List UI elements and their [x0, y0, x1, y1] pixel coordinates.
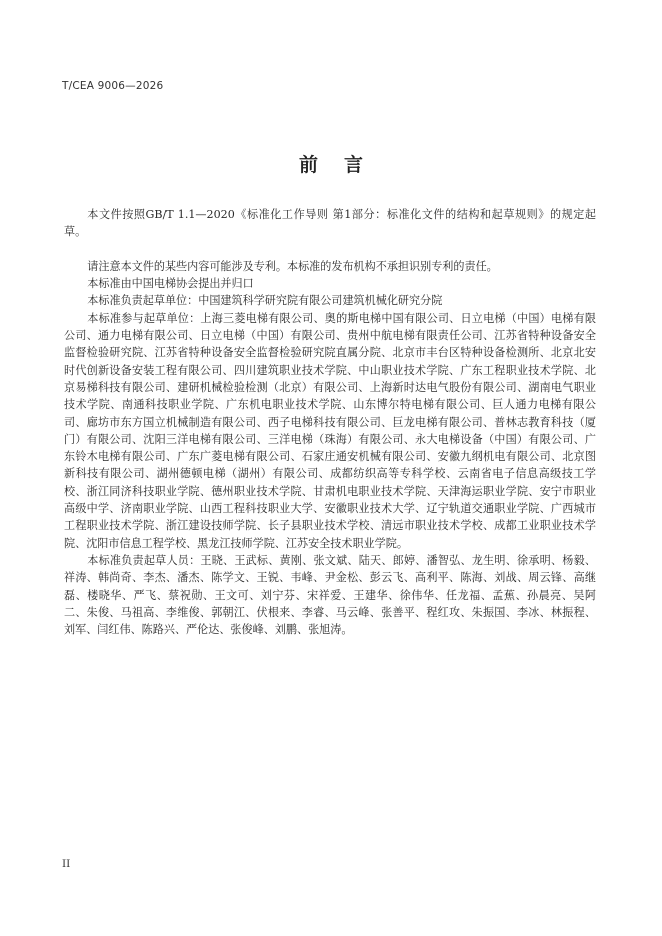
page-title: 前言	[298, 154, 389, 176]
paragraph-proposer: 本标准由中国电梯协会提出并归口	[87, 277, 254, 291]
paragraph-drafters: 本标准负责起草人员：王晓、王武标、黄刚、张文斌、陆天、郎婷、潘智弘、龙生明、徐承明、杨毅、祥涛、韩尚奇、李杰、潘杰、陈学文、王锐、韦峰、尹金松、彭云飞、高利平、陈海、刘战、周云锋、高继磊、楼晓华、严飞、蔡祝勋、王文可、刘宁芬、宋祥爱、王建华、徐伟华、任龙福、孟蕉、孙晨亮、吴阿二、朱俊、马祖高、李维俊、郭朝江、伏根来、李睿、马云峰、张善平、程红攻、朱振国、李冰、林振程、刘军、闫红伟、陈路兴、严伦达、张俊峰、刘鹏、张旭涛。	[64, 553, 596, 637]
paragraph-participating-units: 本标准参与起草单位：上海三菱电梯有限公司、奥的斯电梯中国有限公司、日立电梯（中国）电梯有限公司、通力电梯有限公司、日立电梯（中国）有限公司、贵州中航电梯有限责任公司、江苏省特种设备安全监督检验研究院、江苏省特种设备安全监督检验研究院直属分院、北京市丰台区特种设备检测所、北京北安时代创新设备安装工程有限公司、四川建筑职业技术学院、中山职业技术学院、广东工程职业技术学院、北京易梯科技有限公司、建研机械检验检测（北京）有限公司、上海新时达电气股份有限公司、湖南电气职业技术学院、南通科技职业学院、广东机电职业技术学院、山东博尔特电梯有限公司、巨人通力电梯有限公司、廊坊市东方国立机械制造有限公司、西子电梯科技有限公司、巨龙电梯有限公司、普林志教育科技（厦门）有限公司、沈阳三洋电梯有限公司、三洋电梯（珠海）有限公司、永大电梯设备（中国）有限公司、广东铃木电梯有限公司、广东广菱电梯有限公司、石家庄通安机械有限公司、安徽九纲机电有限公司、北京图新科技有限公司、湖州德顿电梯（湖州）有限公司、成都纺织高等专科学校、云南省电子信息高级技工学校、浙江同济科技职业学院、德州职业技术学院、甘肃机电职业技术学院、天津海运职业学院、安宁市职业高级中学、济南职业学院、山西工程科技职业大学、安徽职业技术大学、辽宁轨道交通职业学院、广西城市工程职业技术学院、浙江建设技师学院、长子县职业技术学校、清远市职业技术学校、成都工业职业技术学院、沈阳市信息工程学校、黑龙江技师学院、江苏安全技术职业学院。	[64, 311, 596, 550]
paragraph-drafting-rules: 本文件按照GB/T 1.1—2020《标准化工作导则 第1部分：标准化文件的结构和起草规则》的规定起草。	[64, 208, 596, 239]
paragraph-patent-notice: 请注意本文件的某些内容可能涉及专利。本标准的发布机构不承担识别专利的责任。	[87, 259, 498, 273]
page-number: II	[62, 858, 71, 870]
paragraph-lead-drafting-unit: 本标准负责起草单位：中国建筑科学研究院有限公司建筑机械化研究分院	[87, 294, 443, 308]
document-body	[64, 206, 596, 638]
standard-code-header: T/CEA 9006—2026	[62, 80, 164, 92]
